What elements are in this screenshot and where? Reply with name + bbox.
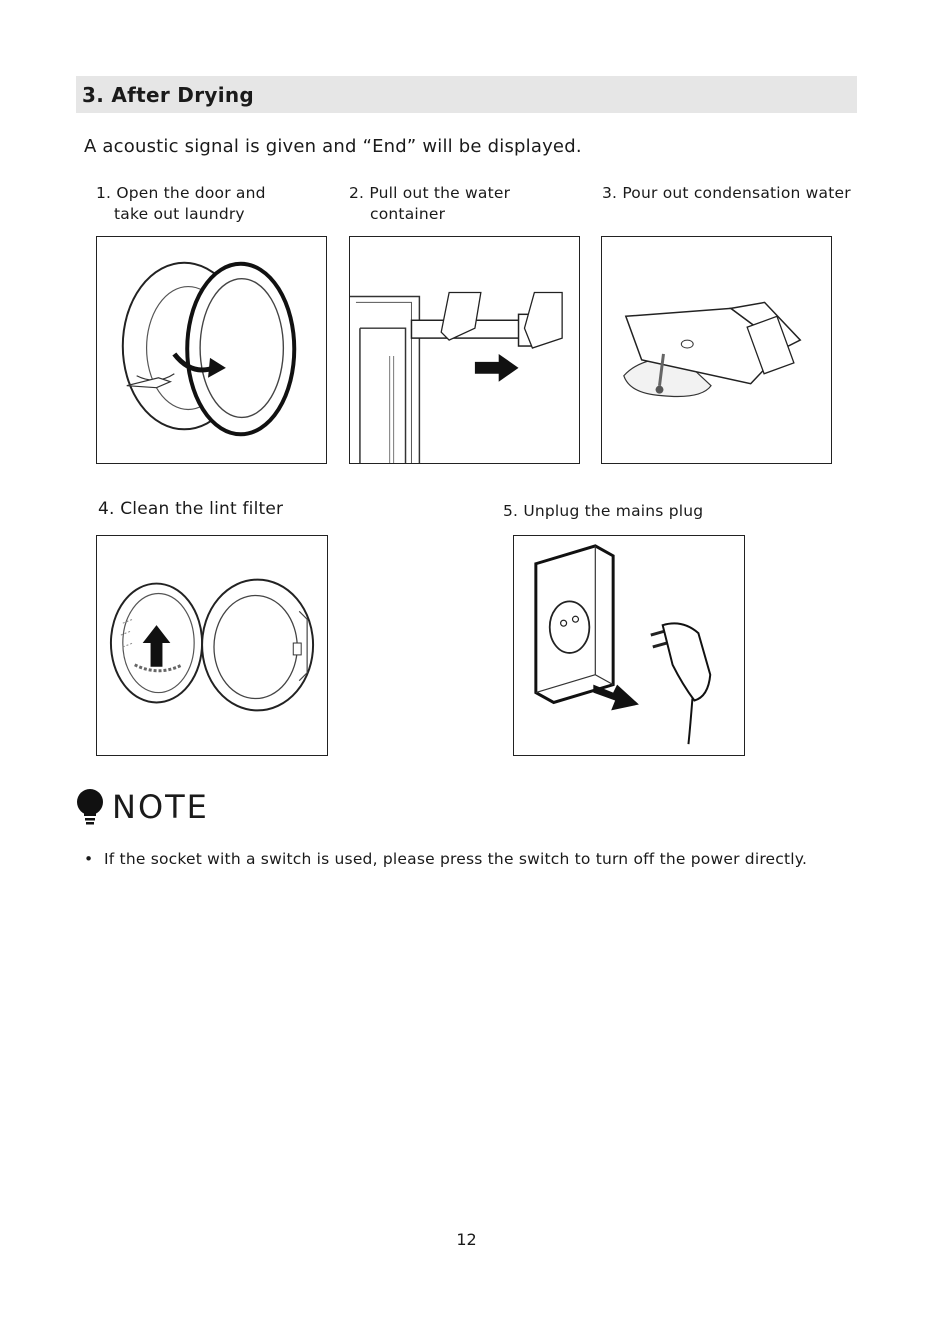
water-container-icon: [350, 237, 579, 463]
pour-water-illustration: [601, 236, 832, 464]
note-heading: [74, 788, 209, 826]
unplug-icon: [514, 536, 744, 755]
page-number: 12: [456, 1230, 477, 1249]
step-5-line1: 5. Unplug the mains plug: [503, 502, 704, 520]
bullet-icon: •: [84, 850, 94, 868]
water-container-illustration: [349, 236, 580, 464]
note-title: NOTE: [112, 788, 209, 826]
step-3-label: [602, 183, 851, 204]
lightbulb-icon: [74, 788, 106, 826]
step-5-label: [503, 501, 703, 522]
intro-text: A acoustic signal is given and “End” will be displayed.: [84, 136, 582, 157]
section-header: [76, 76, 857, 113]
step-1-line1: 1. Open the door and: [96, 184, 266, 202]
unplug-illustration: [513, 535, 745, 756]
step-2-line1: 2. Pull out the water: [349, 184, 511, 202]
step-4-label: [98, 499, 283, 520]
step-1-line2: take out laundry: [114, 205, 245, 223]
step-4-line1: 4. Clean the lint filter: [98, 499, 284, 519]
lint-filter-icon: [97, 536, 327, 755]
step-2-line2: container: [370, 205, 446, 223]
note-item-text: If the socket with a switch is used, please press the switch to turn off the power directly.: [104, 850, 808, 868]
note-item: [84, 846, 844, 873]
pour-water-icon: [602, 237, 831, 463]
lint-filter-illustration: [96, 535, 328, 756]
open-door-illustration: [96, 236, 327, 464]
step-2-label: [349, 183, 510, 225]
step-1-label: [96, 183, 266, 225]
section-title: 3. After Drying: [82, 82, 255, 107]
dryer-door-open-icon: [97, 237, 326, 463]
step-3-line1: 3. Pour out condensation water: [602, 184, 851, 202]
